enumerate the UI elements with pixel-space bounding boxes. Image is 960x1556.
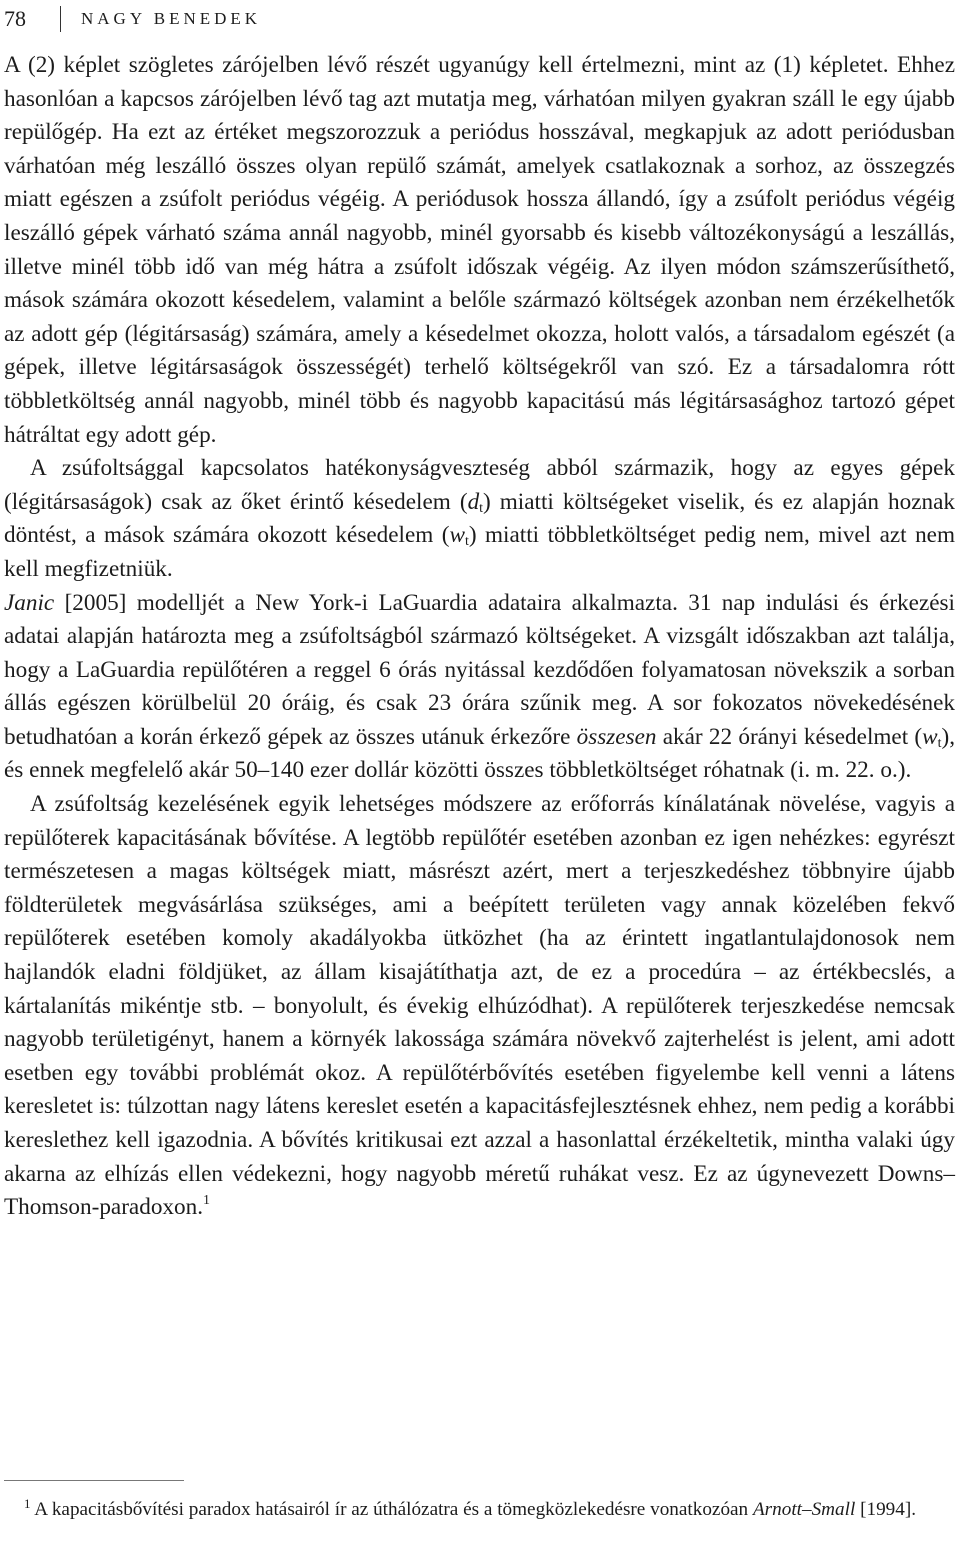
paragraph [4, 587, 955, 789]
citation-author: Janic [4, 589, 55, 616]
page-header [4, 4, 261, 34]
math-variable: d [467, 488, 480, 515]
body-text [4, 49, 955, 1225]
math-subscript: t [464, 534, 469, 550]
footnote-divider [4, 1480, 184, 1481]
text-run: ) miatti költségeket viselik, és ez alapján hoznak döntést, a mások számára okozott késedelem ( [4, 488, 955, 549]
math-variable: w [449, 522, 465, 549]
citation-author: Arnott–Small [752, 1499, 856, 1520]
running-head: NAGY BENEDEK [81, 9, 262, 28]
math-subscript: t [479, 500, 484, 516]
text-run: A zsúfoltsággal kapcsolatos hatékonyságveszteség abból származik, hogy az egyes gépek (légitársaságok) csak az őket érintő késedelem ( [4, 455, 955, 515]
page-number: 78 [4, 6, 26, 31]
math-variable: w [922, 723, 938, 750]
footnote-mark: 1 [24, 1496, 31, 1511]
text-run: A (2) képlet szögletes zárójelben lévő részét ugyanúgy kell értelmezni, mint az (1) képletet. Ehhez hasonlóan a kapcsos zárójelben lévő tag azt mutatja meg, várhatóan milyen gyakran száll le egy újabb repülőgép. Ha ezt az értéket megszorozzuk a periódus hosszával, megkapjuk az adott periódusban várhatóan még leszálló összes olyan repülő számát, amelyek csatlakoznak a sorhoz, az összegzés miatt egészen a zsúfolt periódus végéig. A periódusok hossza állandó, így a zsúfolt periódus végéig leszálló gépek várható száma annál nagyobb, minél gyorsabb és kisebb változékonyságú a leszállás, illetve minél több idő van még hátra a zsúfolt időszak végéig. Az ilyen módon számszerűsíthető, mások számára okozott késedelem, valamint a belőle származó költségek azonban nem érzékelhetők az adott gép (légitársaság) számára, amely a késedelmet okozza, holott valós, a társadalom egészét (a gépek, illetve légitársaságok összességét) terhelő költségekről van szó. Ez a társadalomra rótt többletköltség annál nagyobb, minél több és nagyobb kapacitású más légitársasághoz tartozó gépet hátráltat egy adott gép. [4, 52, 955, 448]
paragraph [4, 452, 955, 586]
text-run: ), és ennek megfelelő akár 50–140 ezer dollár közötti összes többletköltséget róhatnak (i. m. 22. o.). [4, 723, 956, 784]
text-run: [2005] modelljét a New York-i LaGuardia adataira alkalmazta. 31 nap indulási és érkezési adatai alapján határozta meg a zsúfoltságból származó költségeket. A vizsgált időszakban azt találja, hogy a LaGuardia repülőtéren a reggel 6 órás nyitással kezdődően folyamatosan növekszik a sorban állás egészen körülbelül 20 óráig, és csak 23 órára szűnik meg. A sor fokozatos növekedésének betudhatóan a korán érkező gépek az összes utánuk érkezőre [4, 589, 955, 750]
math-subscript: t [937, 735, 942, 751]
text-run: A zsúfoltság kezelésének egyik lehetséges módszere az erőforrás kínálatának növelése, vagyis a repülőterek kapacitásának bővítése. A legtöbb repülőtér esetében azonban ez igen nehézkes: egyrészt természetesen a magas költségek miatt, másrészt azért, mert a terjeszkedéshez többnyire újabb földterületek megvásárlása szükséges, ami a beépített területen vagy annak közelében fekvő repülőterek esetében komoly akadályokba ütközhet (ha az érintett ingatlantulajdonosok nem hajlandók eladni földjüket, az állam kisajátíthatja azt, de ez a procedúra – az értékbecslés, a kártalanítás mikéntje stb. – bonyolult, és évekig elhúzódhat). A repülőterek terjeszkedése nemcsak nagyobb területigényt, hanem a környék lakossága számára növekvő zajterhelést is jelent, ami adott esetben egy további problémát okoz. A repülőtérbővítés esetében figyelembe kell venni a látens keresletet is: túlzottan nagy látens kereslet esetén a kapacitásfejlesztésnek ehhez, nem pedig a korábbi kereslethez kell igazodnia. A bővítés kritikusai ezt azzal a hasonlattal érzékeltetik, mintha valaki úgy akarna az elhízás ellen védekezni, hogy nagyobb méretű ruhákat vesz. Ez az úgynevezett Downs–Thomson-paradoxon. [4, 791, 955, 1221]
text-run: A kapacitásbővítési paradox hatásairól ír az úthálózatra és a tömegközlekedésre vonatkozóan [30, 1499, 753, 1520]
header-divider [60, 6, 61, 32]
emphasis: összesen [576, 723, 657, 750]
text-run: akár 22 órányi késedelmet ( [656, 723, 923, 750]
paragraph [4, 788, 955, 1225]
paragraph [4, 49, 955, 452]
footnote-reference[interactable]: 1 [203, 1193, 210, 1209]
footnote [4, 1496, 955, 1524]
text-run: [1994]. [855, 1499, 917, 1520]
text-run: ) miatti többletköltséget pedig nem, mivel azt nem kell megfizetniük. [4, 522, 956, 582]
